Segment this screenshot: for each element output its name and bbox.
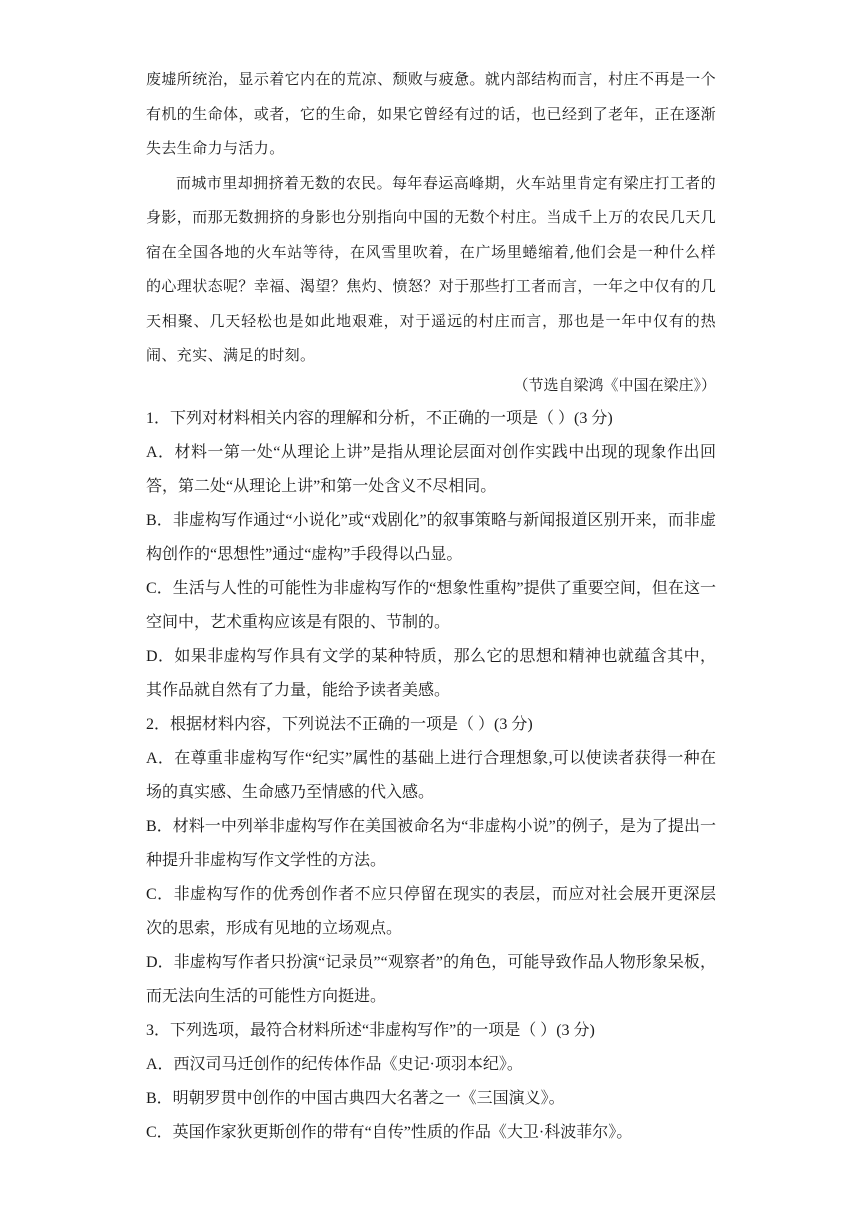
question-option: C．非虚构写作的优秀创作者不应只停留在现实的表层，而应对社会展开更深层次的思索，形成有见地的立场观点。 <box>146 886 716 937</box>
question-stem: 2．根据材料内容，下列说法不正确的一项是（ ）(3 分) <box>146 716 533 733</box>
passage-paragraph: 废墟所统治，显示着它内在的荒凉、颓败与疲惫。就内部结构而言，村庄不再是一个有机的生命体，或者，它的生命，如果它曾经有过的话，也已经到了老年，正在逐渐失去生命力与活力。 <box>146 70 716 157</box>
passage-paragraph: 而城市里却拥挤着无数的农民。每年春运高峰期，火车站里肯定有梁庄打工者的身影，而那无数拥挤的身影也分别指向中国的无数个村庄。当成千上万的农民几天几宿在全国各地的火车站等待，在风雪里吹着，在广场里蜷缩着,他们会是一种什么样的心理状态呢？幸福、渴望？焦灼、愤怒？对于那些打工者而言，一年之中仅有的几天相聚、几天轻松也是如此地艰难，对于遥远的村庄而言，那也是一年中仅有的热闹、充实、满足的时刻。 <box>146 173 716 364</box>
question-list <box>146 402 716 1150</box>
question-option: D．非虚构写作者只扮演“记录员”“观察者”的角色，可能导致作品人物形象呆板，而无法向生活的可能性方向挺进。 <box>146 954 716 1005</box>
question-option: D．如果非虚构写作具有文学的某种特质，那么它的思想和精神也就蕴含其中，其作品就自然有了力量，能给予读者美感。 <box>146 648 716 699</box>
question-stem: 1．下列对材料相关内容的理解和分析，不正确的一项是（ ）(3 分) <box>146 410 613 427</box>
question-option: C．生活与人性的可能性为非虚构写作的“想象性重构”提供了重要空间，但在这一空间中，艺术重构应该是有限的、节制的。 <box>146 580 716 631</box>
question-option: B．明朝罗贯中创作的中国古典四大名著之一《三国演义》。 <box>146 1090 565 1107</box>
passage-source: （节选自梁鸿《中国在梁庄》） <box>513 376 716 394</box>
question-option: A．材料一第一处“从理论上讲”是指从理论层面对创作实践中出现的现象作出回答，第二处“从理论上讲”和第一处含义不尽相同。 <box>146 444 716 495</box>
question-option: B．材料一中列举非虚构写作在美国被命名为“非虚构小说”的例子，是为了提出一种提升非虚构写作文学性的方法。 <box>146 818 716 869</box>
question-option: A．西汉司马迁创作的纪传体作品《史记·项羽本纪》。 <box>146 1056 523 1073</box>
question-option: C．英国作家狄更斯创作的带有“自传”性质的作品《大卫·科波菲尔》。 <box>146 1124 633 1141</box>
question-option: B．非虚构写作通过“小说化”或“戏剧化”的叙事策略与新闻报道区别开来，而非虚构创作的“思想性”通过“虚构”手段得以凸显。 <box>146 512 716 563</box>
question-option: A．在尊重非虚构写作“纪实”属性的基础上进行合理想象,可以使读者获得一种在场的真实感、生命感乃至情感的代入感。 <box>146 750 716 801</box>
reading-passage <box>146 62 716 373</box>
question-stem: 3．下列选项，最符合材料所述“非虚构写作”的一项是（ ）(3 分) <box>146 1022 595 1039</box>
